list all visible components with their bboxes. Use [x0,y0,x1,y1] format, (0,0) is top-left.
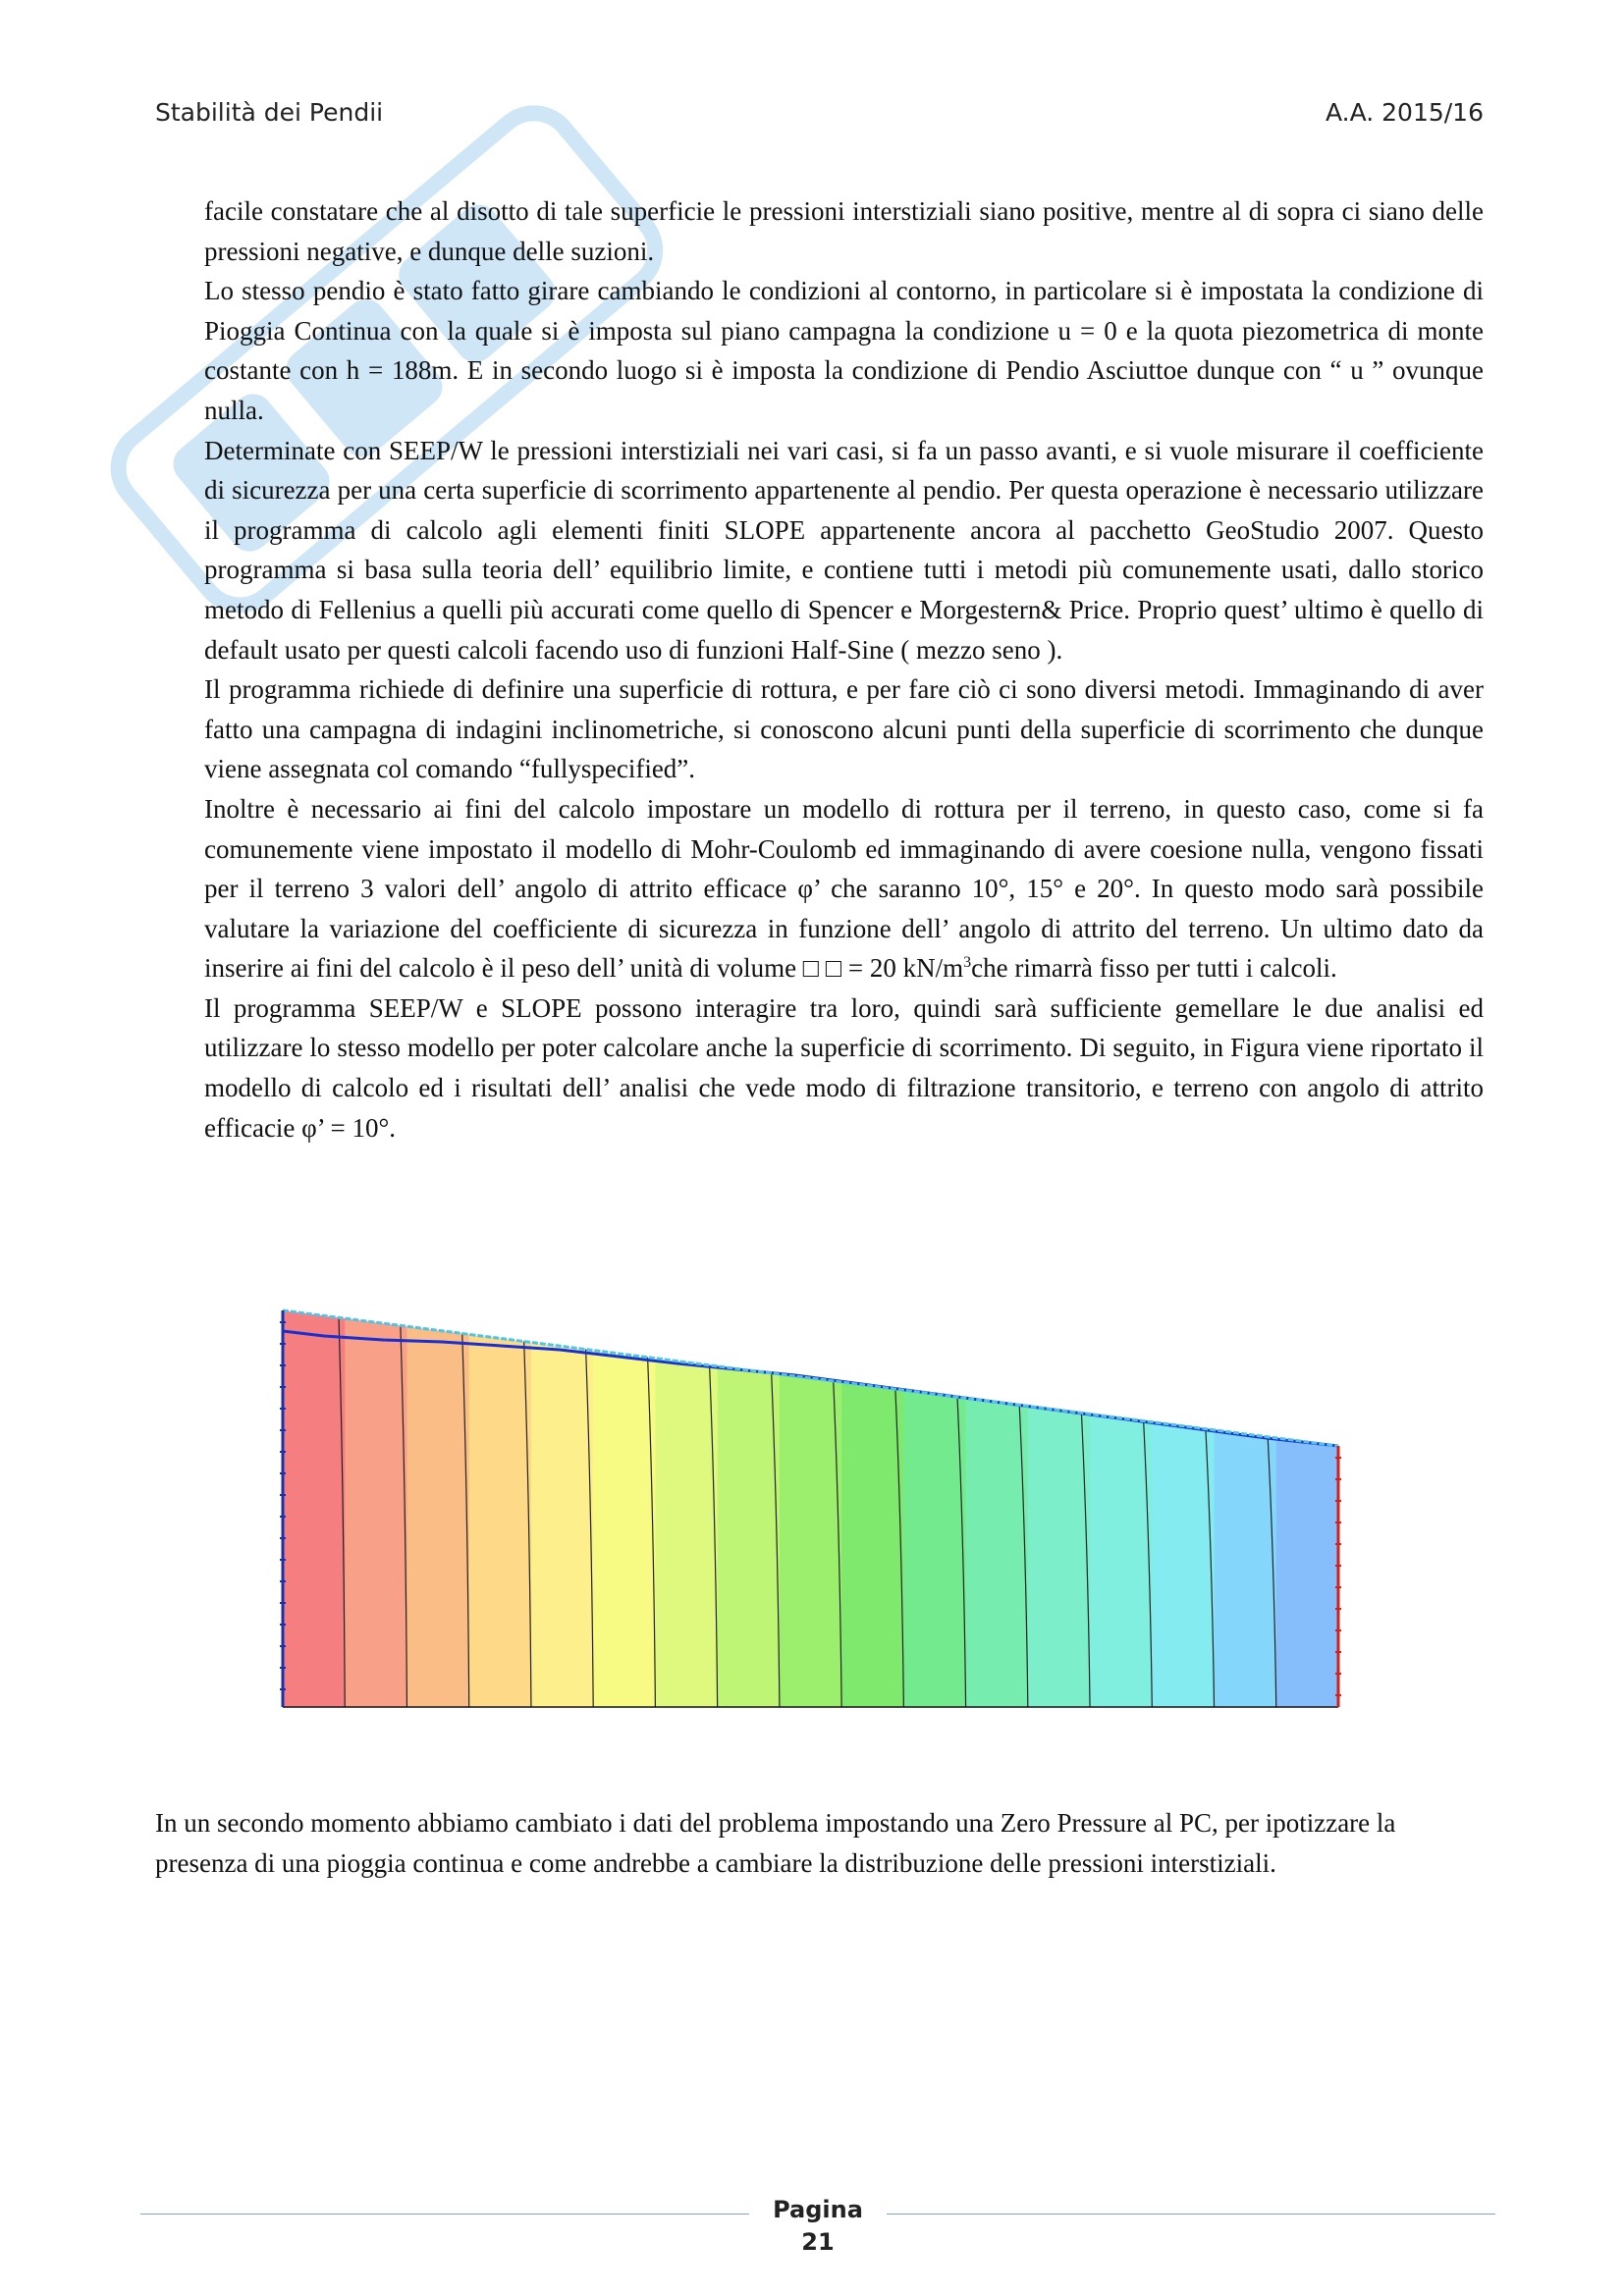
paragraph: Determinate con SEEP/W le pressioni interstiziali nei vari casi, si fa un passo avanti, e si vuole misurare il coefficiente di sicurezza per una certa superficie di scorrimento appartenente al pendio. Per questa operazione è necessario utilizzare il programma di calcolo agli elementi finiti SLOPE appartenente ancora al pacchetto GeoStudio 2007. Questo programma si basa sulla teoria dell’ equilibrio limite, e contiene tutti i metodi più comunemente usati, dallo storico metodo di Fellenius a quelli più accurati come quello di Spencer e Morgestern& Price. Proprio quest’ ultimo è quello di default usato per questi calcoli facendo uso di funzioni Half-Sine ( mezzo seno ). [204,435,1484,665]
page-number [749,2194,887,2259]
paragraph-text: Inoltre è necessario ai fini del calcolo impostare un modello di rottura per il terreno, in questo caso, come si fa comunemente viene impostato il modello di Mohr-Coulomb ed immaginando di avere coesione nulla, vengono fissati per il terreno 3 valori dell’ angolo di attrito efficace φ’ che saranno 10°, 15° e 20°. In questo modo sarà possibile valutare la variazione del coefficiente di sicurezza in funzione dell’ angolo di attrito del terreno. Un ultimo dato da inserire ai fini del calcolo è il peso dell’ unità di volume □ □ = 20 kN/m [204,793,1484,984]
page-footer [0,2184,1624,2256]
header-course-title: Stabilità dei Pendii [155,98,384,127]
footer-rule-right [887,2214,1495,2215]
page-label: Pagina [773,2196,863,2223]
pressure-band [1215,1301,1277,1707]
superscript-exponent: 3 [963,954,972,972]
page-header [155,98,1484,137]
pressure-band [1276,1301,1339,1707]
pressure-band [966,1301,1029,1707]
pressure-contour-bands [283,1301,1339,1707]
header-academic-year: A.A. 2015/16 [1325,98,1484,127]
pressure-band [531,1301,594,1707]
pressure-band [841,1301,904,1707]
paragraph: Il programma richiede di definire una superficie di rottura, e per fare ciò ci sono diversi metodi. Immaginando di aver fatto una campagna di indagini inclinometriche, si conoscono alcuni punti della superficie di scorrimento che dunque viene assegnata col comando “fullyspecified”. [204,674,1484,784]
pressure-band [1152,1301,1215,1707]
pressure-band [1028,1301,1091,1707]
pressure-band [469,1301,532,1707]
pressure-band [345,1301,407,1707]
pressure-band [903,1301,966,1707]
pressure-band [283,1301,346,1707]
after-figure-text [155,1803,1484,1883]
paragraph-text-tail: che rimarrà fisso per tutti i calcoli. [971,953,1337,984]
paragraph: In un secondo momento abbiamo cambiato i dati del problema impostando una Zero Pressure al PC, per ipotizzare la presenza di una pioggia continua e come andrebbe a cambiare la distribuzione delle pressioni interstiziali. [155,1808,1396,1878]
seepage-figure [265,1301,1355,1733]
pressure-band [406,1301,469,1707]
pressure-band [780,1301,842,1707]
paragraph-mohr-coulomb [204,789,1484,988]
paragraph: Il programma SEEP/W e SLOPE possono interagire tra loro, quindi sarà sufficiente gemellare le due analisi ed utilizzare lo stesso modello per poter calcolare anche la superficie di scorrimento. Di seguito, in Figura viene riportato il modello di calcolo ed i risultati dell’ analisi che vede modo di filtrazione transitorio, e terreno con angolo di attrito efficacie φ’ = 10°. [204,992,1484,1143]
pressure-band [718,1301,781,1707]
paragraph: Lo stesso pendio è stato fatto girare cambiando le condizioni al contorno, in particolare si è impostata la condizione di Pioggia Continua con la quale si è imposta sul piano campagna la condizione u = 0 e la quota piezometrica di monte costante con h = 188m. E in secondo luogo si è imposta la condizione di Pendio Asciuttoe dunque con “ u ” ovunque nulla. [204,276,1484,425]
footer-rule-left [140,2214,749,2215]
paragraph: facile constatare che al disotto di tale superficie le pressioni interstiziali siano positive, mentre al di sopra ci siano delle pressioni negative, e dunque delle suzioni. [204,196,1484,266]
pressure-band [593,1301,656,1707]
body-text [204,191,1484,1148]
page-number-value: 21 [801,2228,835,2256]
pressure-band [1090,1301,1153,1707]
